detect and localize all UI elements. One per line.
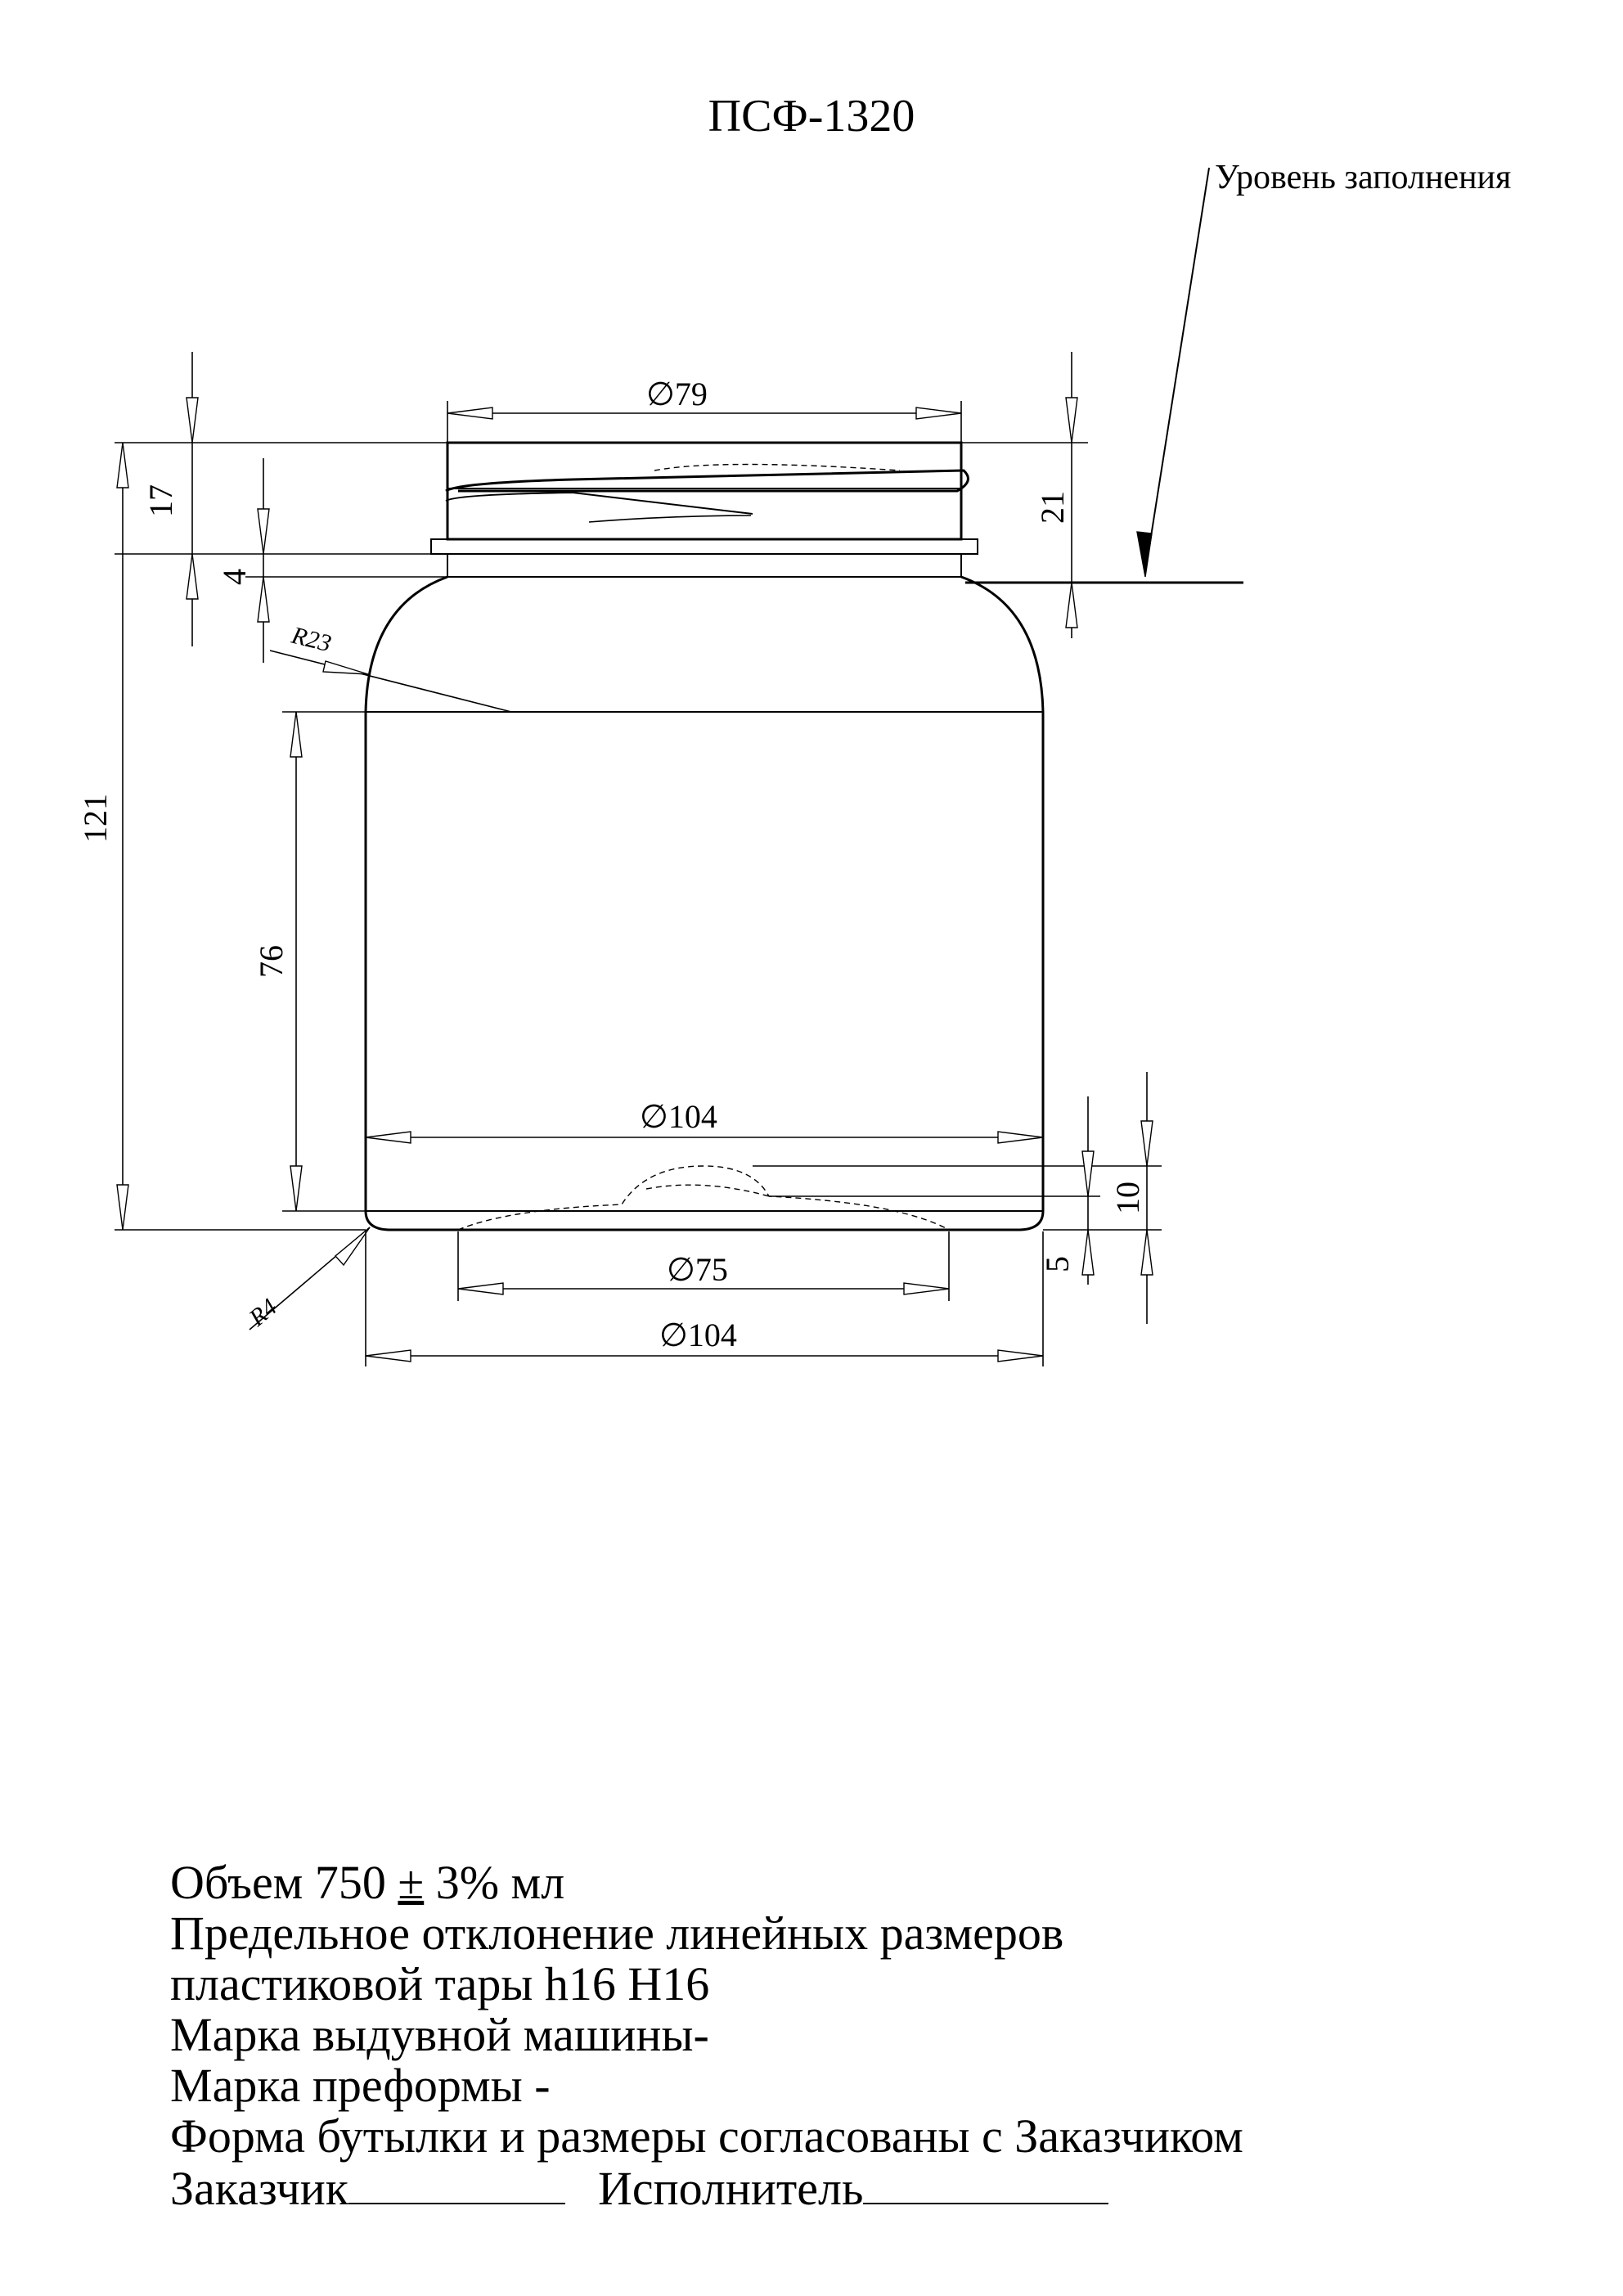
- contractor-signature-line[interactable]: [863, 2162, 1108, 2204]
- bottle-base: [366, 1211, 1043, 1230]
- svg-text:∅75: [667, 1251, 728, 1288]
- drawing-title: ПСФ-1320: [708, 91, 915, 142]
- fill-level-arrow: [1137, 532, 1152, 577]
- note-signatures: [170, 2162, 1561, 2214]
- bottom-diameter-value: 104: [687, 1317, 737, 1353]
- volume-prefix: Объем 750: [170, 1856, 398, 1909]
- diameter-symbol: ∅: [640, 1098, 668, 1135]
- diameter-symbol: ∅: [667, 1251, 695, 1288]
- shoulder-right: [961, 577, 1043, 712]
- customer-label: Заказчик: [170, 2162, 348, 2215]
- bottom-radius-value: R4: [244, 1293, 283, 1332]
- dim-shoulder-radius: [270, 622, 511, 712]
- dim-base-offset: [769, 1096, 1100, 1285]
- specification-notes: [170, 1857, 1561, 2214]
- dim-total-height: [77, 443, 366, 1230]
- dim-label-height: [253, 712, 366, 1211]
- note-tolerance-1: Предельное отклонение линейных размеров: [170, 1907, 1064, 1960]
- volume-suffix: 3% мл: [424, 1856, 565, 1909]
- base-punt: [458, 1166, 949, 1230]
- note-tolerance-2: пластиковой тары h16 H16: [170, 1957, 710, 2010]
- neck-collar: [431, 539, 978, 554]
- base-diameter-value: 75: [695, 1251, 728, 1288]
- dim-body-diameter: [366, 1098, 1043, 1143]
- note-machine-brand: Марка выдувной машины-: [170, 2008, 709, 2061]
- shoulder-radius-value: R23: [289, 621, 335, 658]
- thread-height-value: 17: [142, 484, 179, 517]
- dim-base-diameter: [458, 1231, 949, 1301]
- svg-text:∅79: [646, 376, 708, 412]
- note-agreement: Форма бутылки и размеры согласованы с Заказчиком: [170, 2109, 1243, 2163]
- note-preform-brand: Марка преформы -: [170, 2059, 551, 2112]
- label-height-value: 76: [253, 945, 290, 978]
- dim-thread-height: [115, 352, 447, 646]
- diameter-symbol: ∅: [659, 1317, 688, 1353]
- plus-minus-sign: ±: [398, 1856, 425, 1909]
- dim-neck-diameter: [447, 376, 961, 443]
- svg-text:∅104: [640, 1098, 717, 1135]
- fill-level-leader: [1145, 168, 1209, 573]
- contractor-label: Исполнитель: [597, 2162, 864, 2215]
- note-volume: [170, 1857, 1561, 1908]
- diameter-symbol: ∅: [646, 376, 675, 412]
- dim-neck-height: [961, 352, 1088, 638]
- neck-diameter-value: 79: [674, 376, 708, 412]
- svg-text:∅104: [659, 1317, 737, 1353]
- base-offset-value: 5: [1039, 1256, 1076, 1272]
- dim-bottom-radius: [244, 1227, 370, 1332]
- collar-gap-value: 4: [216, 569, 253, 585]
- total-height-value: 121: [77, 794, 114, 843]
- base-depth-value: 10: [1109, 1182, 1146, 1214]
- neck-height-value: 21: [1034, 491, 1071, 524]
- shoulder-left: [366, 577, 447, 712]
- fill-level-label: Уровень заполнения: [1215, 159, 1512, 196]
- body-diameter-value: 104: [668, 1098, 717, 1135]
- customer-signature-line[interactable]: [348, 2162, 565, 2204]
- dim-base-depth: [753, 1072, 1162, 1324]
